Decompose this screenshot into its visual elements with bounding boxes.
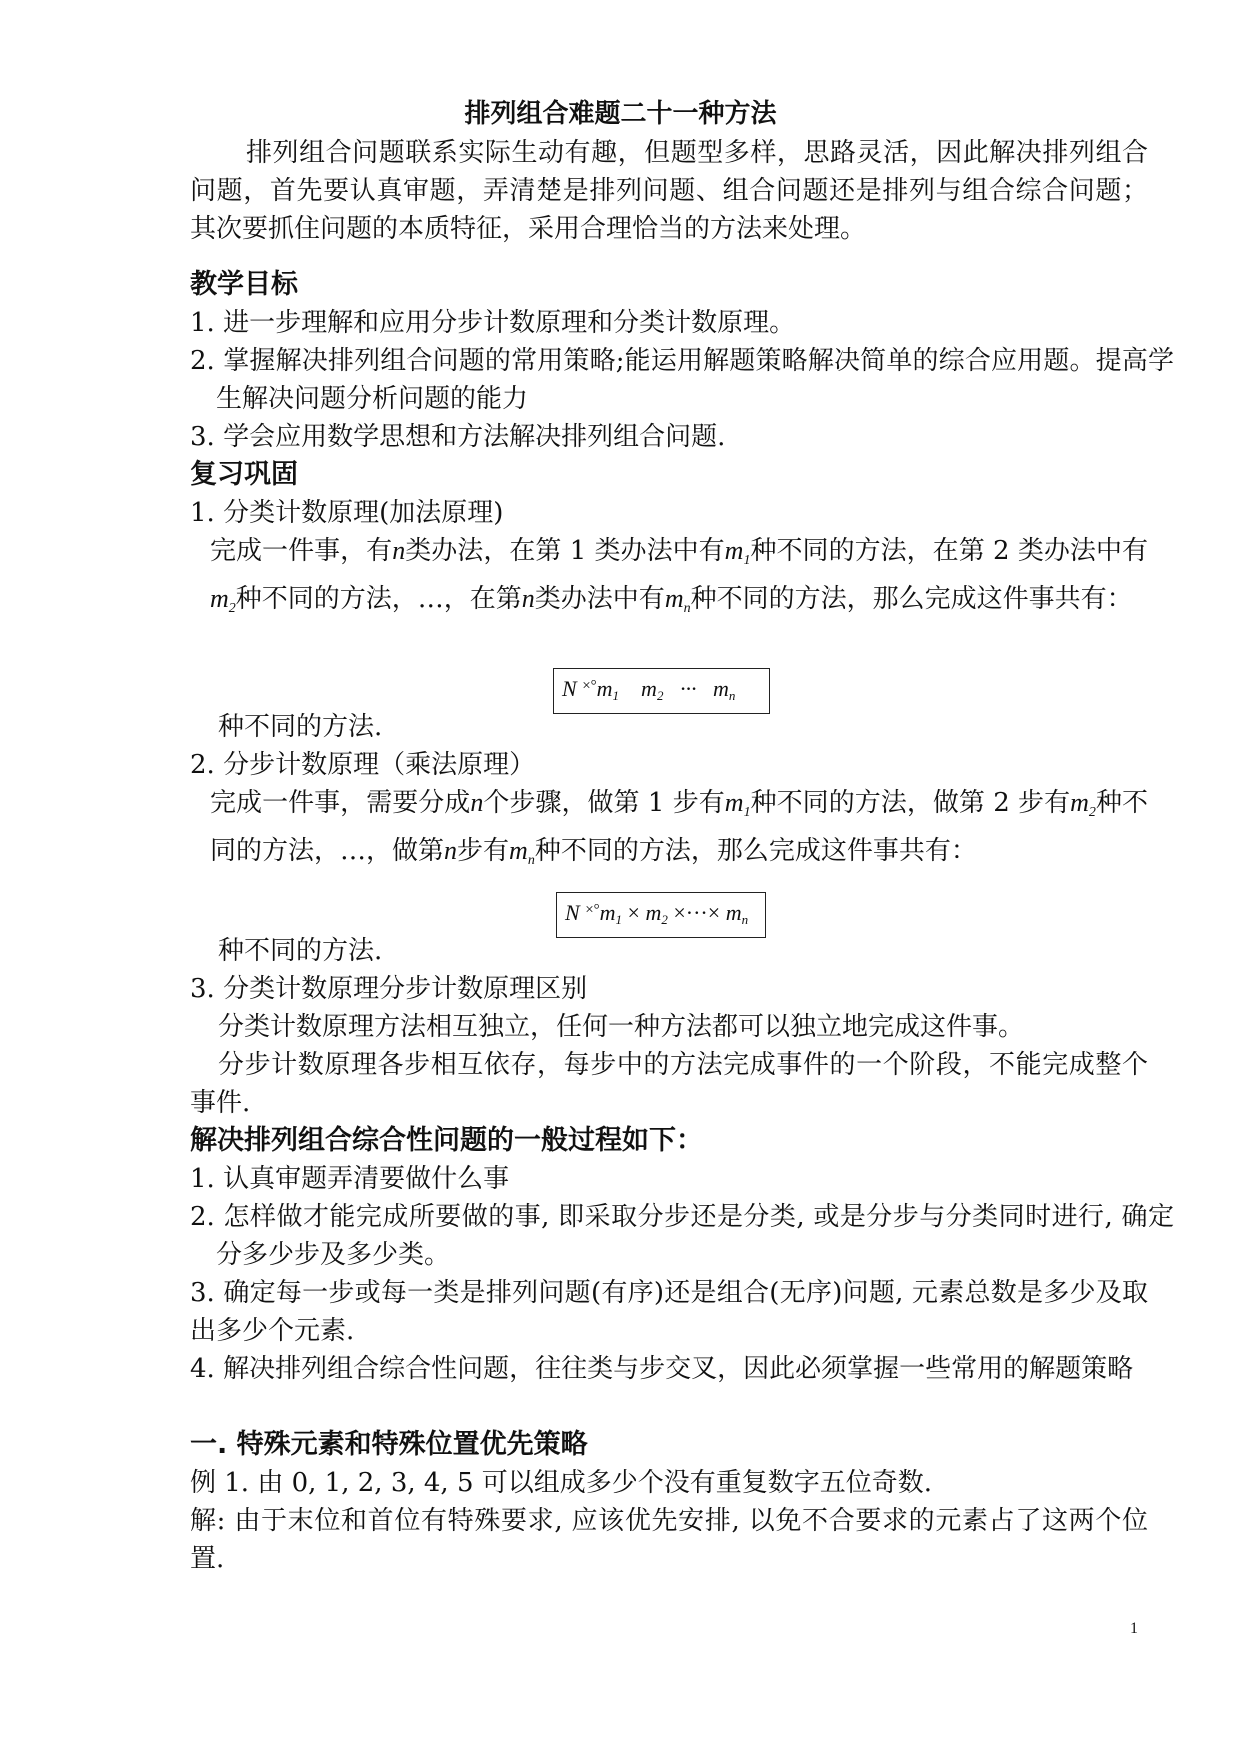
objective-item-3: 3. 学会应用数学思想和方法解决排列组合问题.	[190, 422, 726, 452]
intro-paragraph: 排列组合问题联系实际生动有趣，但题型多样，思路灵活，因此解决排列组合问题，首先要认真审题，弄清楚是排列问题、组合问题还是排列与组合综合问题；其次要抓住问题的本质特征，采用合理恰当的方法来处理。	[190, 138, 1148, 244]
multiplication-formula: N $^{\times^\circ}m_1 \times m_2$ ×···× $m_n$	[556, 892, 766, 938]
objective-item-2: 2. 掌握解决排列组合问题的常用策略;能运用解题策略解决简单的综合应用题。提高学生解决问题分析问题的能力	[190, 346, 1174, 414]
strategy-1-heading: 一. 特殊元素和特殊位置优先策略	[190, 1429, 588, 1460]
multiplication-principle-title: 2. 分步计数原理（乘法原理）	[190, 750, 536, 780]
process-item-3: 3. 确定每一步或每一类是排列问题(有序)还是组合(无序)问题, 元素总数是多少及取出多少个元素.	[190, 1278, 1148, 1346]
objectives-heading: 教学目标	[190, 269, 298, 300]
difference-title: 3. 分类计数原理分步计数原理区别	[190, 974, 588, 1004]
addition-principle-after: 种不同的方法.	[218, 712, 383, 742]
difference-line-2: 分步计数原理各步相互依存，每步中的方法完成事件的一个阶段，不能完成整个事件.	[190, 1050, 1148, 1118]
review-heading: 复习巩固	[190, 459, 298, 490]
addition-principle-text: 完成一件事，有n类办法，在第 1 类办法中有$m_1$种不同的方法，在第 2 类办法中有$m_2$种不同的方法，…，在第n类办法中有$m_n$种不同的方法，那么完成这件事共有：	[210, 536, 1148, 616]
addition-principle-title: 1. 分类计数原理(加法原理)	[190, 498, 504, 528]
addition-formula: N $^{\times^\circ}m_1$ $m_2$ ··· $m_n$	[553, 668, 770, 714]
process-item-4: 4. 解决排列组合综合性问题，往往类与步交叉，因此必须掌握一些常用的解题策略	[190, 1354, 1134, 1384]
process-item-2: 2. 怎样做才能完成所要做的事, 即采取分步还是分类, 或是分步与分类同时进行, 确定分多少步及多少类。	[190, 1202, 1174, 1270]
document-title: 排列组合难题二十一种方法	[464, 99, 777, 129]
process-item-1: 1. 认真审题弄清要做什么事	[190, 1164, 510, 1194]
objective-item-1: 1. 进一步理解和应用分步计数原理和分类计数原理。	[190, 308, 796, 338]
page-number: 1	[1130, 1620, 1138, 1637]
difference-line-1: 分类计数原理方法相互独立，任何一种方法都可以独立地完成这件事。	[218, 1012, 1025, 1042]
solution-1: 解: 由于末位和首位有特殊要求, 应该优先安排, 以免不合要求的元素占了这两个位置.	[190, 1506, 1148, 1574]
process-heading: 解决排列组合综合性问题的一般过程如下：	[190, 1125, 703, 1156]
multiplication-principle-after: 种不同的方法.	[218, 936, 383, 966]
multiplication-principle-text: 完成一件事，需要分成n个步骤，做第 1 步有$m_1$种不同的方法，做第 2 步有$m_2$种不同的方法，…，做第n步有$m_n$种不同的方法，那么完成这件事共有：	[210, 788, 1148, 868]
example-1: 例 1. 由 0, 1, 2, 3, 4, 5 可以组成多少个没有重复数字五位奇数.	[190, 1468, 933, 1498]
